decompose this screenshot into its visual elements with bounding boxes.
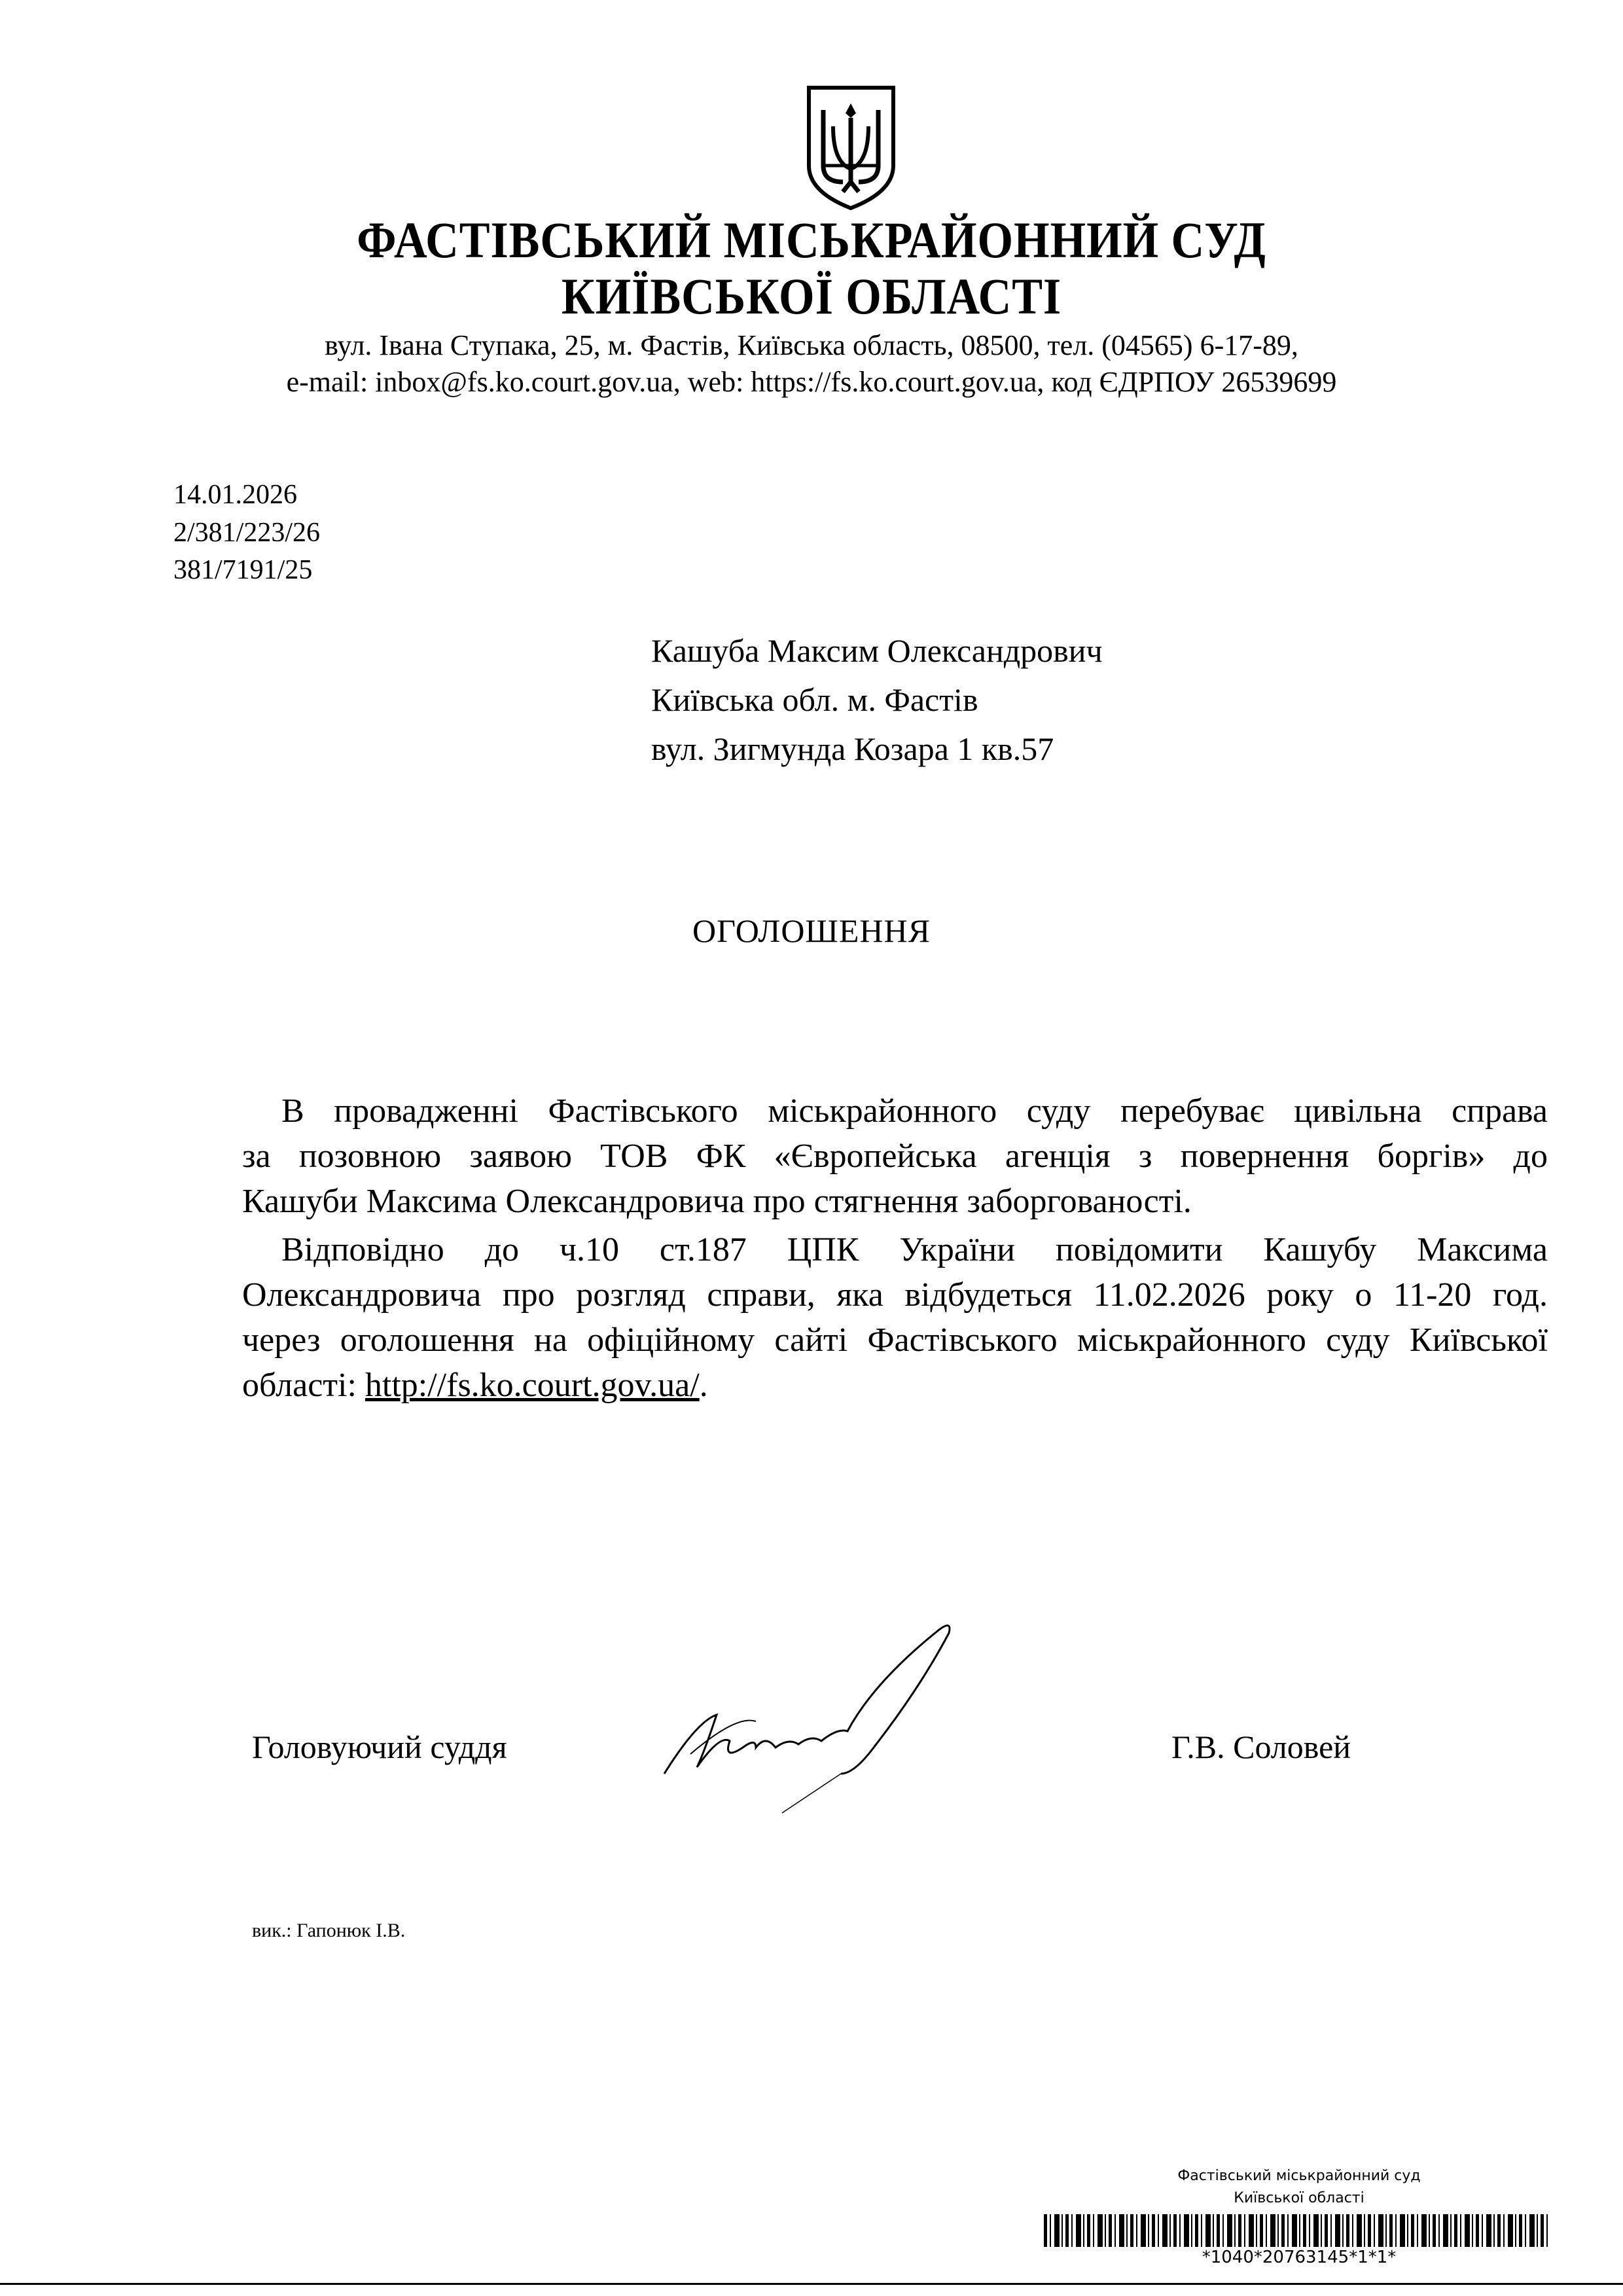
- recipient-street: вул. Зигмунда Козара 1 кв.57: [651, 730, 1054, 767]
- recipient-city: Київська обл. м. Фастів: [651, 681, 978, 718]
- body-text: області:: [242, 1367, 365, 1404]
- body-line: через оголошення на офіційному сайті Фастівського міськрайонного суду Київської: [242, 1321, 1548, 1359]
- document-heading: ОГОЛОШЕННЯ: [692, 912, 931, 949]
- recipient-name: Кашуба Максим Олександрович: [651, 632, 1103, 669]
- letter-date: 14.01.2026: [173, 480, 297, 510]
- body-line: Олександровича про розгляд справи, яка відбудеться 11.02.2026 року о 11-20 год.: [242, 1276, 1548, 1314]
- body-line-last: [242, 1366, 1548, 1405]
- bottom-rule: [0, 2283, 1623, 2285]
- outgoing-number: 2/381/223/26: [173, 518, 321, 548]
- barcode: [1044, 2214, 1551, 2247]
- body-line: Відповідно до ч.10 ст.187 ЦПК України повідомити Кашубу Максима: [281, 1231, 1548, 1268]
- court-address: вул. Івана Ступака, 25, м. Фастів, Київська область, 08500, тел. (04565) 6-17-89,: [325, 329, 1298, 361]
- handwritten-signature: [658, 1617, 972, 1823]
- judge-name: Г.В. Соловей: [1171, 1729, 1351, 1765]
- barcode-org-name: Фастівський міськрайонний суд: [1177, 2168, 1421, 2184]
- body-line: Кашуби Максима Олександровича про стягнення заборгованості.: [242, 1183, 1192, 1220]
- trident-emblem-icon: [804, 84, 899, 215]
- judge-role: Головуючий суддя: [252, 1729, 507, 1765]
- case-number: 381/7191/25: [173, 555, 313, 585]
- barcode-org-region: Київської області: [1234, 2190, 1364, 2206]
- court-website-link[interactable]: http://fs.ko.court.gov.ua/: [365, 1367, 700, 1404]
- court-title: ФАСТІВСЬКИЙ МІСЬКРАЙОННИЙ СУД: [357, 211, 1266, 268]
- body-line: за позовною заявою ТОВ ФК «Європейська агенція з повернення боргів» до: [242, 1138, 1548, 1175]
- executor: вик.: Гапонюк І.В.: [252, 1920, 406, 1941]
- court-region-title: КИЇВСЬКОЇ ОБЛАСТІ: [561, 268, 1062, 325]
- court-contacts: e-mail: inbox@fs.ko.court.gov.ua, web: https://fs.ko.court.gov.ua, код ЄДРПОУ 26539699: [286, 366, 1337, 398]
- barcode-number: *1040*20763145*1*1*: [1202, 2248, 1397, 2267]
- body-text: .: [699, 1367, 708, 1404]
- body-line: В провадженні Фастівського міськрайонного суду перебуває цивільна справа: [281, 1092, 1548, 1130]
